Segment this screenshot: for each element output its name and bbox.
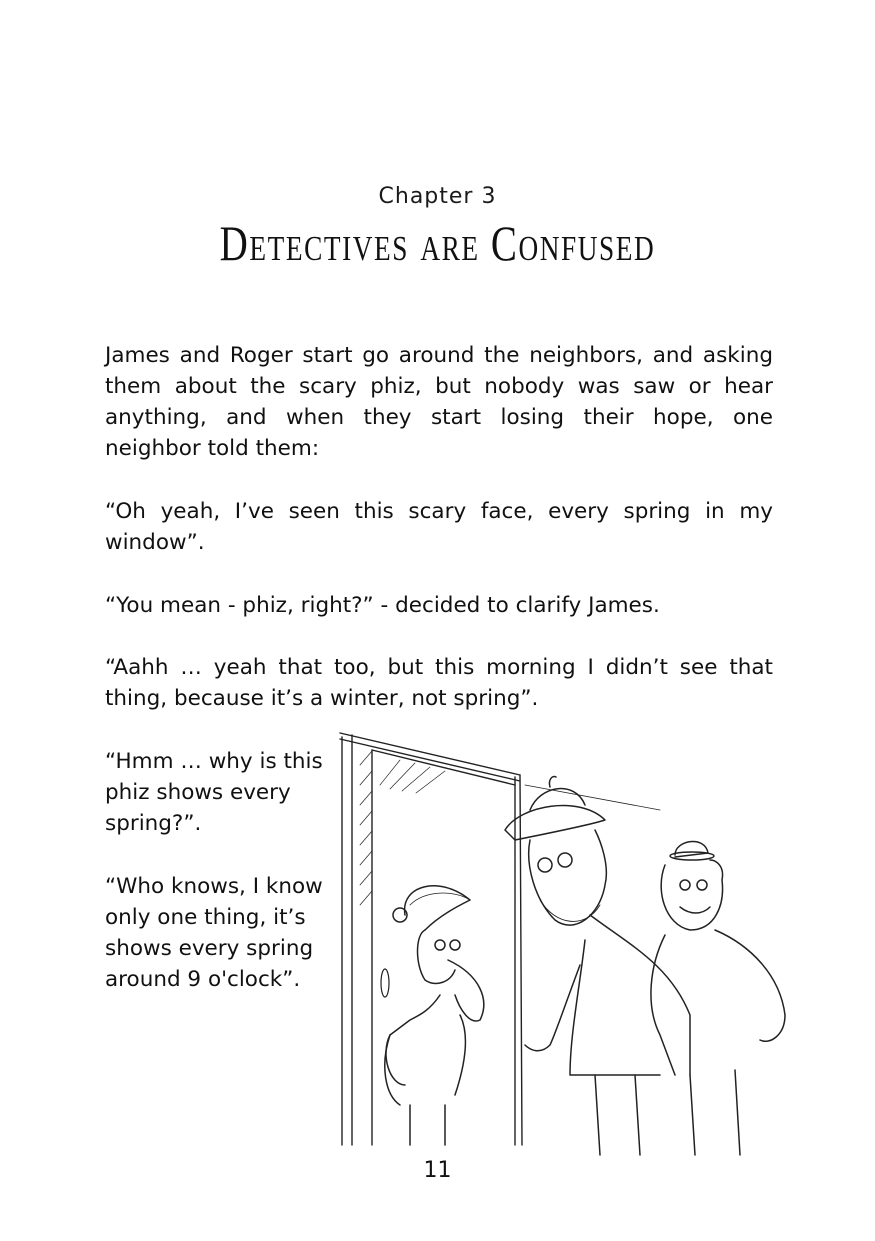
paragraph-4: “Aahh … yeah that too, but this morning I didn’t see that thing, because it’s a winter, not spring”. <box>105 655 773 711</box>
bowler-hat-detective <box>651 841 785 1155</box>
chapter-label: Chapter 3 <box>378 184 497 209</box>
paragraph-5: “Hmm … why is this phiz shows every spring?”. <box>105 749 323 836</box>
tall-detective <box>505 777 690 1155</box>
paragraph-2: “Oh yeah, I’ve seen this scary face, every spring in my window”. <box>105 499 773 555</box>
paragraph-6: “Who knows, I know only one thing, it’s shows every spring around 9 o'clock”. <box>105 874 323 992</box>
paragraph-3: “You mean - phiz, right?” - decided to clarify James. <box>105 593 660 618</box>
door-frame <box>340 733 660 1145</box>
page-number: 11 <box>423 1158 452 1183</box>
paragraph-1: James and Roger start go around the neighbors, and asking them about the scary phiz, but nobody was saw or hear anything, and when they start losing their hope, one neighbor told them: <box>105 343 773 461</box>
detectives-illustration <box>330 725 800 1165</box>
chapter-title: Detectives are Confused <box>219 215 656 271</box>
short-detective <box>385 886 484 1145</box>
